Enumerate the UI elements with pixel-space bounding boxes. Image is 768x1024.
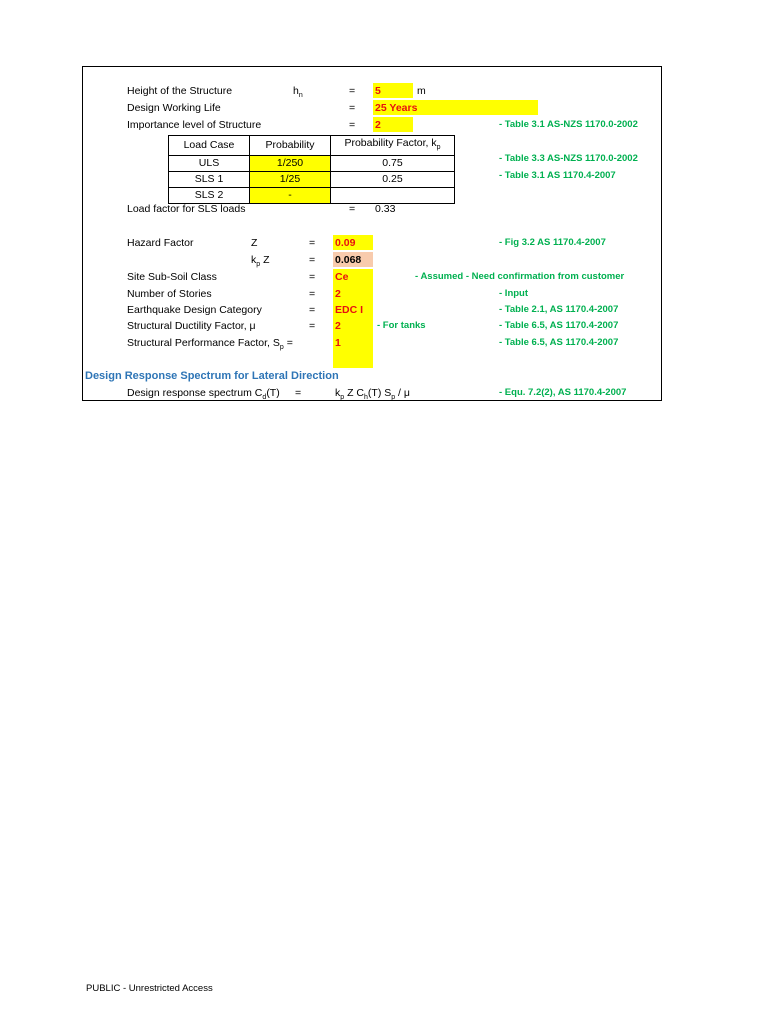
kpz-value: 0.068 <box>335 254 362 266</box>
sls-factor-label: Load factor for SLS loads <box>127 203 246 215</box>
performance-label: Structural Performance Factor, $S_p$ = <box>127 337 293 352</box>
ductility-ref: - Table 6.5, AS 1170.4-2007 <box>499 320 619 331</box>
spectrum-equals: = <box>295 387 302 399</box>
hazard-label: Hazard Factor <box>127 237 194 249</box>
edc-ref: - Table 2.1, AS 1170.4-2007 <box>499 304 619 315</box>
soil-value[interactable]: Ce <box>335 271 349 283</box>
importance-label: Importance level of Structure <box>127 119 262 131</box>
ductility-label: Structural Ductility Factor, μ <box>127 320 256 332</box>
importance-value: 2 <box>375 119 381 131</box>
height-equals: = <box>349 85 356 97</box>
edc-equals: = <box>309 304 316 316</box>
spectrum-ref: - Equ. 7.2(2), AS 1170.4-2007 <box>499 387 627 398</box>
spectrum-label: Design response spectrum $C_d(T)$ <box>127 387 280 402</box>
stories-label: Number of Stories <box>127 288 212 300</box>
load-case-header-row <box>169 136 455 156</box>
importance-ref: - Table 3.1 AS-NZS 1170.0-2002 <box>499 119 638 130</box>
load-case-table <box>168 135 455 204</box>
ductility-equals: = <box>309 320 316 332</box>
sls-factor-equals: = <box>349 203 356 215</box>
hazard-ref: - Fig 3.2 AS 1170.4-2007 <box>499 237 606 248</box>
probability-cell[interactable]: - <box>250 188 331 204</box>
spectrum-formula: $k_p$ Z $C_h(T)$ $S_p$ / μ <box>335 387 410 402</box>
kpz-equals: = <box>309 254 316 266</box>
hazard-symbol: Z <box>251 237 258 249</box>
spectrum-section-title: Design Response Spectrum for Lateral Direction <box>85 370 339 382</box>
probability-cell[interactable]: 1/25 <box>250 172 331 188</box>
kpz-symbol: $k_p$ Z <box>251 254 270 269</box>
height-value: 5 <box>375 85 381 97</box>
edc-value[interactable]: EDC I <box>335 304 364 316</box>
working-life-value: 25 Years <box>375 102 418 114</box>
stories-value[interactable]: 2 <box>335 288 341 300</box>
load-case-cell: ULS <box>169 156 250 172</box>
probability-cell[interactable]: 1/250 <box>250 156 331 172</box>
load-case-cell: SLS 2 <box>169 188 250 204</box>
classification-footer: PUBLIC - Unrestricted Access <box>86 983 213 994</box>
uls-ref: - Table 3.3 AS-NZS 1170.0-2002 <box>499 153 638 164</box>
load-case-cell: SLS 1 <box>169 172 250 188</box>
stories-equals: = <box>309 288 316 300</box>
table-row <box>169 172 455 188</box>
working-life-equals: = <box>349 102 356 114</box>
hazard-equals: = <box>309 237 316 249</box>
importance-equals: = <box>349 119 356 131</box>
performance-ref: - Table 6.5, AS 1170.4-2007 <box>499 337 619 348</box>
soil-equals: = <box>309 271 316 283</box>
height-symbol: $h_n$ <box>293 85 303 100</box>
soil-note: - Assumed - Need confirmation from customer <box>415 271 625 282</box>
factor-cell: 0.25 <box>331 172 455 188</box>
height-unit: m <box>417 85 426 97</box>
stories-ref: - Input <box>499 288 529 299</box>
edc-label: Earthquake Design Category <box>127 304 262 316</box>
sls1-ref: - Table 3.1 AS 1170.4-2007 <box>499 170 616 181</box>
ductility-value[interactable]: 2 <box>335 320 341 332</box>
sls-factor-value: 0.33 <box>375 203 396 215</box>
soil-label: Site Sub-Soil Class <box>127 271 217 283</box>
header-probability: Probability <box>250 136 331 156</box>
performance-value[interactable]: 1 <box>335 337 341 349</box>
hazard-value: 0.09 <box>335 237 356 249</box>
factor-cell: 0.75 <box>331 156 455 172</box>
ductility-note: - For tanks <box>377 320 426 331</box>
header-probability-factor: Probability Factor, $k_p$ <box>331 136 455 156</box>
height-label: Height of the Structure <box>127 85 233 97</box>
calculation-sheet <box>82 66 662 401</box>
working-life-label: Design Working Life <box>127 102 221 114</box>
table-row <box>169 156 455 172</box>
header-load-case: Load Case <box>169 136 250 156</box>
